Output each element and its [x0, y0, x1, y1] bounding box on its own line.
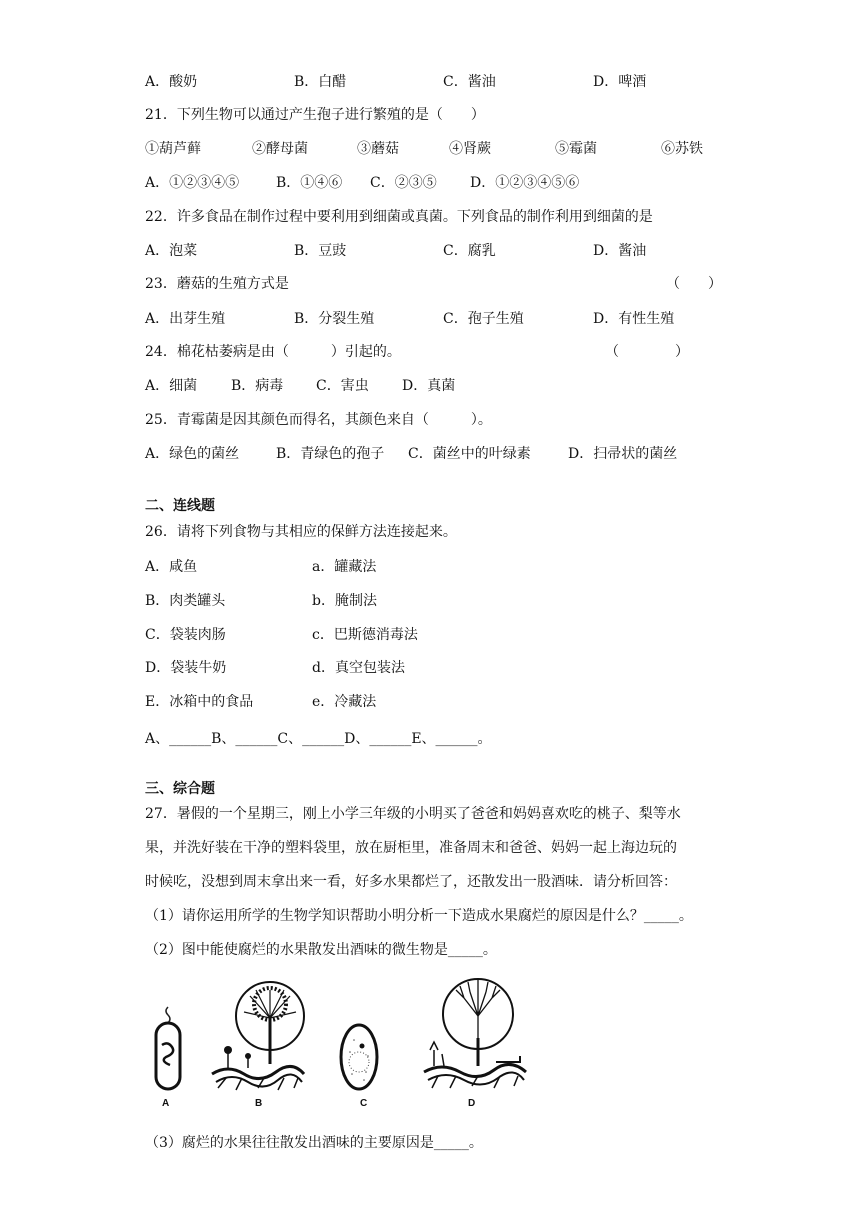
- q24-option-b: B．病毒: [231, 378, 284, 394]
- q27-sub-1: （1）请你运用所学的生物学知识帮助小明分析一下造成水果腐烂的原因是什么？_____。: [145, 908, 693, 924]
- q23-option-a: A．出芽生殖: [145, 311, 226, 327]
- q27-line-2: 果，并洗好装在干净的塑料袋里，放在厨柜里，准备周末和爸爸、妈妈一起上海边玩的: [145, 840, 677, 856]
- q22-option-c: C．腐乳: [443, 243, 496, 259]
- q25-stem: 25．青霉菌是因其颜色而得名，其颜色来自（ ）。: [145, 412, 492, 428]
- q26-method-a: a．罐藏法: [312, 559, 377, 575]
- q23-option-c: C．孢子生殖: [443, 311, 524, 327]
- section-2-title: 二、连线题: [145, 498, 215, 514]
- q21-item-5: ⑤霉菌: [555, 141, 597, 157]
- q23-answer-paren: （ ）: [666, 276, 722, 292]
- q26-food-d: D．袋装牛奶: [145, 660, 227, 676]
- q20-option-d: D．啤酒: [593, 74, 647, 90]
- q23-stem: 23．蘑菇的生殖方式是: [145, 276, 289, 292]
- q25-option-c: C．菌丝中的叶绿素: [408, 446, 531, 462]
- q22-option-b: B．豆豉: [294, 243, 347, 259]
- q20-option-c: C．酱油: [443, 74, 496, 90]
- q24-answer-paren: （ ）: [605, 344, 689, 360]
- q26-method-e: e．冷藏法: [312, 694, 377, 710]
- q21-item-2: ②酵母菌: [252, 141, 308, 157]
- q23-option-b: B．分裂生殖: [294, 311, 375, 327]
- figure-label-c: C: [360, 1098, 368, 1109]
- q27-line-3: 时候吃，没想到周末拿出来一看，好多水果都烂了，还散发出一股酒味．请分析回答：: [145, 874, 677, 890]
- q26-food-a: A．咸鱼: [145, 559, 198, 575]
- yeast-figure-c: [338, 1022, 380, 1092]
- q21-item-6: ⑥苏铁: [661, 141, 703, 157]
- figure-label-d: D: [468, 1098, 476, 1109]
- q27-line-1: 27．暑假的一个星期三，刚上小学三年级的小明买了爸爸和妈妈喜欢吃的桃子、梨等水: [145, 806, 681, 822]
- q21-item-3: ③蘑菇: [357, 141, 399, 157]
- q27-sub-3: （3）腐烂的水果往往散发出酒味的主要原因是_____。: [145, 1135, 483, 1151]
- q24-option-c: C．害虫: [316, 378, 369, 394]
- q21-option-b: B．①④⑥: [276, 175, 343, 191]
- q21-item-4: ④肾蕨: [449, 141, 491, 157]
- q20-option-b: B．白醋: [294, 74, 347, 90]
- q21-option-d: D．①②③④⑤⑥: [470, 175, 580, 191]
- q24-stem: 24．棉花枯萎病是由（ ）引起的。: [145, 344, 401, 360]
- q22-stem: 22．许多食品在制作过程中要利用到细菌或真菌。下列食品的制作利用到细菌的是: [145, 209, 653, 225]
- q25-option-b: B．青绿色的孢子: [276, 446, 385, 462]
- q21-option-c: C．②③⑤: [370, 175, 437, 191]
- q26-answer-line: A、______B、______C、______D、______E、______。: [145, 731, 492, 747]
- q26-food-b: B．肉类罐头: [145, 593, 226, 609]
- q21-option-a: A．①②③④⑤: [145, 175, 240, 191]
- figure-label-a: A: [162, 1098, 170, 1109]
- mold-figure-b: [208, 978, 308, 1096]
- q21-item-1: ①葫芦藓: [145, 141, 201, 157]
- q24-option-a: A．细菌: [145, 378, 198, 394]
- q22-option-a: A．泡菜: [145, 243, 198, 259]
- q26-method-d: d．真空包装法: [312, 660, 405, 676]
- q26-stem: 26．请将下列食物与其相应的保鲜方法连接起来。: [145, 524, 457, 540]
- bacterium-figure-a: [150, 1005, 186, 1095]
- q27-sub-2: （2）图中能使腐烂的水果散发出酒味的微生物是_____。: [145, 942, 497, 958]
- penicillium-figure-d: [420, 976, 530, 1096]
- q25-option-a: A．绿色的菌丝: [145, 446, 240, 462]
- q24-option-d: D．真菌: [402, 378, 456, 394]
- section-3-title: 三、综合题: [145, 781, 215, 797]
- q26-food-e: E．冰箱中的食品: [145, 694, 254, 710]
- q26-method-b: b．腌制法: [312, 593, 377, 609]
- q25-option-d: D．扫帚状的菌丝: [568, 446, 678, 462]
- q21-stem: 21．下列生物可以通过产生孢子进行繁殖的是（ ）: [145, 107, 485, 123]
- q26-food-c: C．袋装肉肠: [145, 627, 226, 643]
- q22-option-d: D．酱油: [593, 243, 647, 259]
- q23-option-d: D．有性生殖: [593, 311, 675, 327]
- figure-label-b: B: [255, 1098, 263, 1109]
- q20-option-a: A．酸奶: [145, 74, 198, 90]
- q26-method-c: c．巴斯德消毒法: [312, 627, 418, 643]
